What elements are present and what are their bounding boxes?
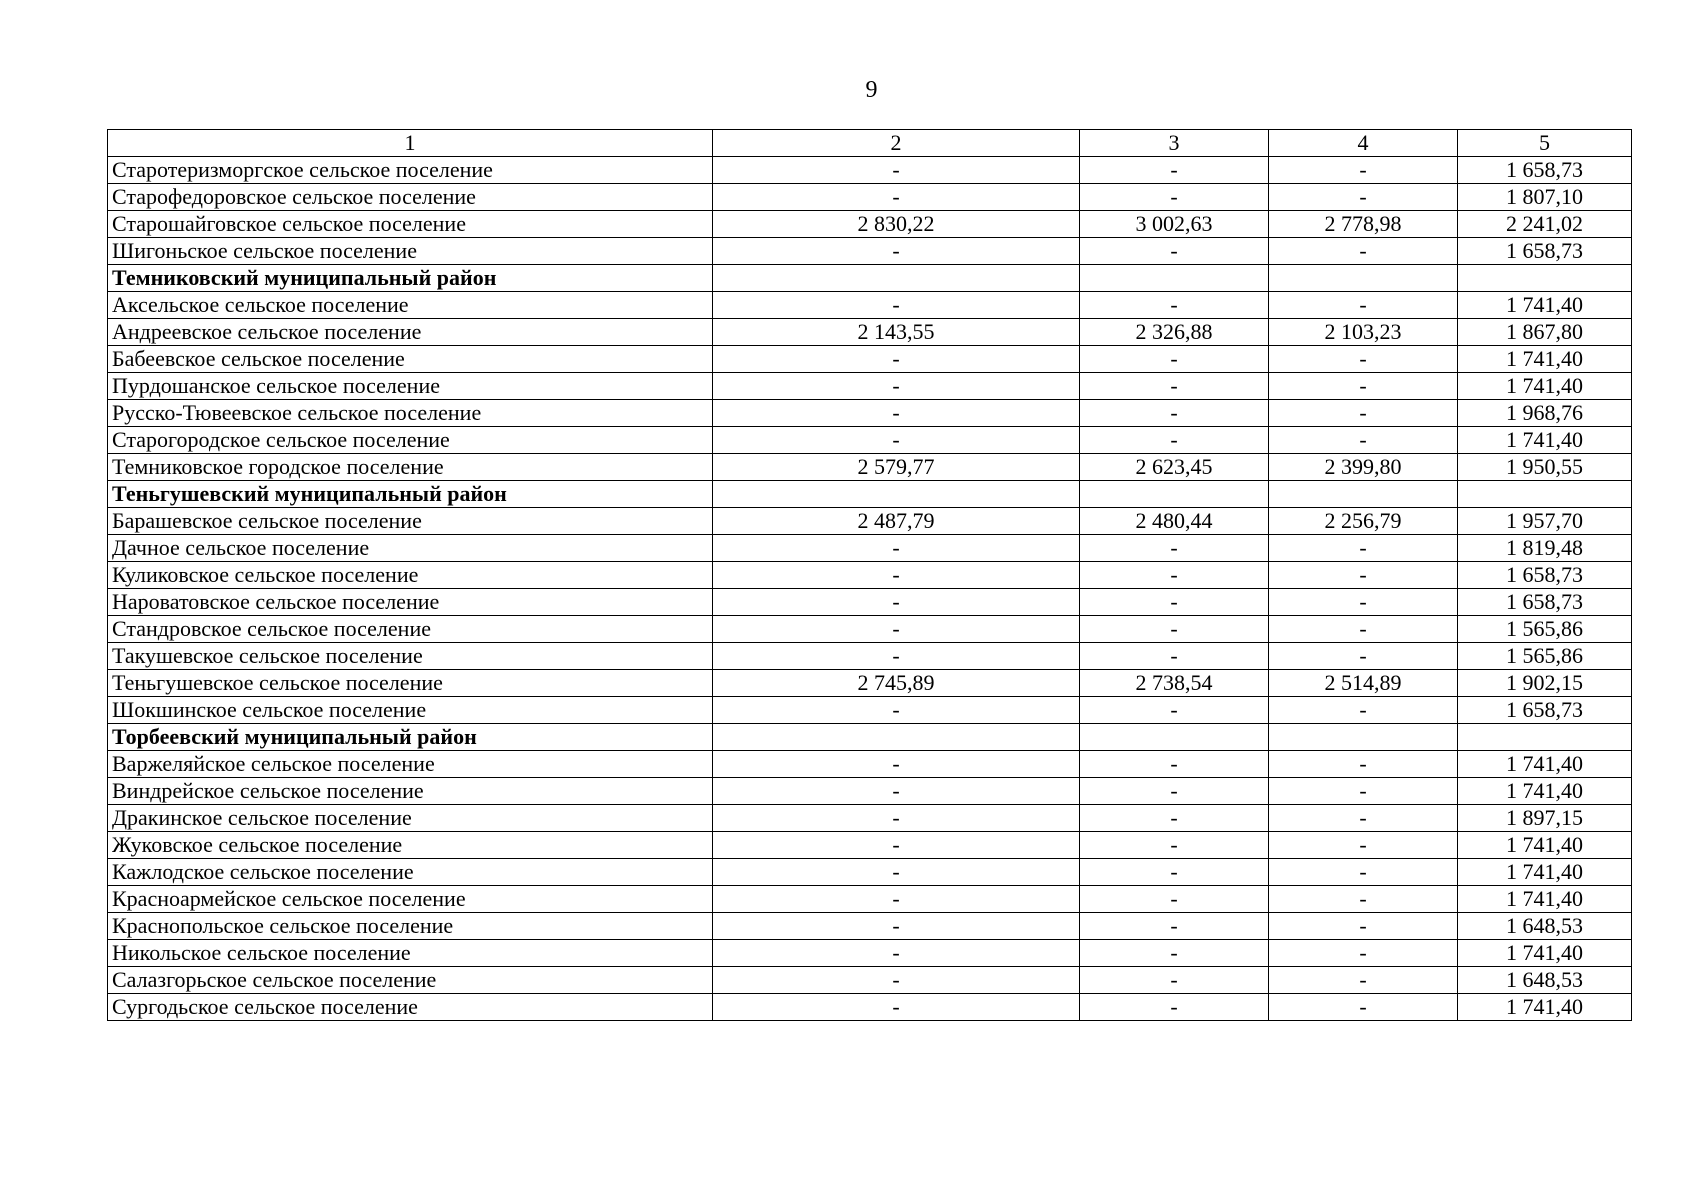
- settlement-name-cell: Сургодьское сельское поселение: [108, 994, 713, 1021]
- column-header: 2: [713, 130, 1080, 157]
- value-cell-col3: 2 738,54: [1080, 670, 1269, 697]
- value-cell-col5: 1 658,73: [1458, 157, 1632, 184]
- settlement-name-cell: Куликовское сельское поселение: [108, 562, 713, 589]
- value-cell-col3: -: [1080, 778, 1269, 805]
- settlement-name-cell: Нароватовское сельское поселение: [108, 589, 713, 616]
- settlement-name-cell: Старотеризморгское сельское поселение: [108, 157, 713, 184]
- settlement-name-cell: Жуковское сельское поселение: [108, 832, 713, 859]
- settlement-name-cell: Теньгушевский муниципальный район: [108, 481, 713, 508]
- value-cell-col5: 1 565,86: [1458, 616, 1632, 643]
- value-cell-col2: -: [713, 940, 1080, 967]
- value-cell-col4: [1269, 265, 1458, 292]
- value-cell-col2: -: [713, 778, 1080, 805]
- table-row: [108, 157, 1632, 184]
- settlement-name-cell: Бабеевское сельское поселение: [108, 346, 713, 373]
- value-cell-col2: -: [713, 184, 1080, 211]
- table-row: [108, 400, 1632, 427]
- table-row: [108, 751, 1632, 778]
- settlement-name-cell: Виндрейское сельское поселение: [108, 778, 713, 805]
- value-cell-col4: [1269, 481, 1458, 508]
- table-row: [108, 427, 1632, 454]
- column-header: 4: [1269, 130, 1458, 157]
- value-cell-col4: 2 256,79: [1269, 508, 1458, 535]
- value-cell-col2: -: [713, 427, 1080, 454]
- settlement-name-cell: Шигоньское сельское поселение: [108, 238, 713, 265]
- value-cell-col5: 1 807,10: [1458, 184, 1632, 211]
- table-row: [108, 778, 1632, 805]
- value-cell-col5: 1 741,40: [1458, 346, 1632, 373]
- value-cell-col3: -: [1080, 616, 1269, 643]
- value-cell-col2: 2 143,55: [713, 319, 1080, 346]
- settlement-name-cell: Дракинское сельское поселение: [108, 805, 713, 832]
- settlement-name-cell: Теньгушевское сельское поселение: [108, 670, 713, 697]
- table-header-row: [108, 130, 1632, 157]
- column-header: 3: [1080, 130, 1269, 157]
- value-cell-col5: 1 897,15: [1458, 805, 1632, 832]
- settlement-name-cell: Кажлодское сельское поселение: [108, 859, 713, 886]
- value-cell-col4: 2 778,98: [1269, 211, 1458, 238]
- value-cell-col3: -: [1080, 805, 1269, 832]
- settlement-name-cell: Барашевское сельское поселение: [108, 508, 713, 535]
- value-cell-col4: -: [1269, 157, 1458, 184]
- value-cell-col3: -: [1080, 589, 1269, 616]
- settlement-name-cell: Салазгорьское сельское поселение: [108, 967, 713, 994]
- value-cell-col3: 2 326,88: [1080, 319, 1269, 346]
- value-cell-col2: [713, 724, 1080, 751]
- value-cell-col5: 1 950,55: [1458, 454, 1632, 481]
- value-cell-col5: 1 741,40: [1458, 994, 1632, 1021]
- value-cell-col4: -: [1269, 751, 1458, 778]
- settlement-name-cell: Старофедоровское сельское поселение: [108, 184, 713, 211]
- value-cell-col4: 2 399,80: [1269, 454, 1458, 481]
- value-cell-col2: -: [713, 697, 1080, 724]
- value-cell-col2: 2 745,89: [713, 670, 1080, 697]
- value-cell-col4: -: [1269, 346, 1458, 373]
- value-cell-col5: 1 658,73: [1458, 238, 1632, 265]
- table-row: [108, 940, 1632, 967]
- table-row: [108, 805, 1632, 832]
- settlement-name-cell: Андреевское сельское поселение: [108, 319, 713, 346]
- page-number: 9: [865, 77, 878, 103]
- value-cell-col2: -: [713, 238, 1080, 265]
- table-row: [108, 562, 1632, 589]
- settlement-name-cell: Торбеевский муниципальный район: [108, 724, 713, 751]
- table-row: [108, 184, 1632, 211]
- column-header: 1: [108, 130, 713, 157]
- value-cell-col2: -: [713, 643, 1080, 670]
- settlement-name-cell: Старогородское сельское поселение: [108, 427, 713, 454]
- value-cell-col5: 1 968,76: [1458, 400, 1632, 427]
- value-cell-col4: -: [1269, 913, 1458, 940]
- value-cell-col4: 2 103,23: [1269, 319, 1458, 346]
- table-row: [108, 616, 1632, 643]
- value-cell-col3: -: [1080, 940, 1269, 967]
- value-cell-col5: 1 867,80: [1458, 319, 1632, 346]
- table-row: [108, 292, 1632, 319]
- value-cell-col4: -: [1269, 967, 1458, 994]
- value-cell-col3: 2 623,45: [1080, 454, 1269, 481]
- settlement-name-cell: Темниковский муниципальный район: [108, 265, 713, 292]
- table-row: [108, 643, 1632, 670]
- value-cell-col3: -: [1080, 157, 1269, 184]
- table-row: [108, 697, 1632, 724]
- value-cell-col4: -: [1269, 400, 1458, 427]
- value-cell-col5: 1 648,53: [1458, 913, 1632, 940]
- value-cell-col4: [1269, 724, 1458, 751]
- table-row: [108, 238, 1632, 265]
- value-cell-col2: -: [713, 562, 1080, 589]
- value-cell-col5: 1 741,40: [1458, 886, 1632, 913]
- value-cell-col3: -: [1080, 697, 1269, 724]
- value-cell-col3: -: [1080, 832, 1269, 859]
- table-row: [108, 859, 1632, 886]
- value-cell-col4: -: [1269, 994, 1458, 1021]
- value-cell-col4: -: [1269, 886, 1458, 913]
- settlement-name-cell: Дачное сельское поселение: [108, 535, 713, 562]
- value-cell-col4: -: [1269, 940, 1458, 967]
- value-cell-col4: -: [1269, 616, 1458, 643]
- value-cell-col4: -: [1269, 697, 1458, 724]
- settlement-name-cell: Такушевское сельское поселение: [108, 643, 713, 670]
- value-cell-col3: -: [1080, 994, 1269, 1021]
- value-cell-col3: 3 002,63: [1080, 211, 1269, 238]
- value-cell-col3: [1080, 724, 1269, 751]
- settlement-name-cell: Аксельское сельское поселение: [108, 292, 713, 319]
- value-cell-col2: -: [713, 913, 1080, 940]
- table-row: [108, 994, 1632, 1021]
- value-cell-col4: -: [1269, 805, 1458, 832]
- value-cell-col2: 2 487,79: [713, 508, 1080, 535]
- value-cell-col2: 2 830,22: [713, 211, 1080, 238]
- value-cell-col3: -: [1080, 967, 1269, 994]
- district-header-row: [108, 481, 1632, 508]
- value-cell-col5: 1 565,86: [1458, 643, 1632, 670]
- settlement-name-cell: Шокшинское сельское поселение: [108, 697, 713, 724]
- value-cell-col3: -: [1080, 292, 1269, 319]
- value-cell-col2: -: [713, 994, 1080, 1021]
- settlement-name-cell: Темниковское городское поселение: [108, 454, 713, 481]
- value-cell-col4: -: [1269, 292, 1458, 319]
- value-cell-col5: 1 902,15: [1458, 670, 1632, 697]
- value-cell-col5: 1 741,40: [1458, 373, 1632, 400]
- value-cell-col5: [1458, 265, 1632, 292]
- value-cell-col2: [713, 265, 1080, 292]
- district-header-row: [108, 724, 1632, 751]
- value-cell-col5: [1458, 481, 1632, 508]
- value-cell-col4: 2 514,89: [1269, 670, 1458, 697]
- value-cell-col3: -: [1080, 886, 1269, 913]
- value-cell-col4: -: [1269, 589, 1458, 616]
- column-header: 5: [1458, 130, 1632, 157]
- value-cell-col5: 1 741,40: [1458, 751, 1632, 778]
- table-row: [108, 319, 1632, 346]
- value-cell-col4: -: [1269, 643, 1458, 670]
- table-row: [108, 211, 1632, 238]
- value-cell-col3: -: [1080, 913, 1269, 940]
- table-row: [108, 913, 1632, 940]
- table-row: [108, 508, 1632, 535]
- value-cell-col2: -: [713, 859, 1080, 886]
- table-row: [108, 346, 1632, 373]
- value-cell-col3: -: [1080, 643, 1269, 670]
- settlements-table: [107, 129, 1632, 1021]
- settlement-name-cell: Стандровское сельское поселение: [108, 616, 713, 643]
- value-cell-col3: -: [1080, 346, 1269, 373]
- value-cell-col5: 1 741,40: [1458, 427, 1632, 454]
- value-cell-col4: -: [1269, 238, 1458, 265]
- value-cell-col3: -: [1080, 859, 1269, 886]
- value-cell-col3: -: [1080, 427, 1269, 454]
- value-cell-col3: -: [1080, 535, 1269, 562]
- value-cell-col2: -: [713, 373, 1080, 400]
- district-header-row: [108, 265, 1632, 292]
- table-row: [108, 670, 1632, 697]
- value-cell-col2: [713, 481, 1080, 508]
- value-cell-col5: 1 957,70: [1458, 508, 1632, 535]
- settlement-name-cell: Пурдошанское сельское поселение: [108, 373, 713, 400]
- value-cell-col4: -: [1269, 778, 1458, 805]
- settlement-name-cell: Красноармейское сельское поселение: [108, 886, 713, 913]
- value-cell-col4: -: [1269, 373, 1458, 400]
- table-row: [108, 589, 1632, 616]
- table-row: [108, 535, 1632, 562]
- value-cell-col3: -: [1080, 562, 1269, 589]
- table-row: [108, 832, 1632, 859]
- value-cell-col2: -: [713, 751, 1080, 778]
- value-cell-col2: -: [713, 346, 1080, 373]
- value-cell-col5: [1458, 724, 1632, 751]
- value-cell-col2: -: [713, 535, 1080, 562]
- settlement-name-cell: Никольское сельское поселение: [108, 940, 713, 967]
- settlement-name-cell: Краснопольское сельское поселение: [108, 913, 713, 940]
- settlement-name-cell: Варжеляйское сельское поселение: [108, 751, 713, 778]
- value-cell-col3: [1080, 265, 1269, 292]
- value-cell-col2: -: [713, 589, 1080, 616]
- value-cell-col4: -: [1269, 859, 1458, 886]
- value-cell-col5: 1 658,73: [1458, 562, 1632, 589]
- value-cell-col4: -: [1269, 535, 1458, 562]
- value-cell-col3: -: [1080, 400, 1269, 427]
- settlement-name-cell: Старошайговское сельское поселение: [108, 211, 713, 238]
- value-cell-col4: -: [1269, 832, 1458, 859]
- value-cell-col5: 2 241,02: [1458, 211, 1632, 238]
- value-cell-col2: -: [713, 886, 1080, 913]
- table-row: [108, 967, 1632, 994]
- value-cell-col3: [1080, 481, 1269, 508]
- value-cell-col3: -: [1080, 373, 1269, 400]
- value-cell-col3: -: [1080, 238, 1269, 265]
- value-cell-col5: 1 658,73: [1458, 589, 1632, 616]
- value-cell-col5: 1 741,40: [1458, 859, 1632, 886]
- value-cell-col2: -: [713, 967, 1080, 994]
- value-cell-col5: 1 741,40: [1458, 832, 1632, 859]
- value-cell-col2: -: [713, 157, 1080, 184]
- settlement-name-cell: Русско-Тювеевское сельское поселение: [108, 400, 713, 427]
- table-row: [108, 886, 1632, 913]
- table-row: [108, 454, 1632, 481]
- value-cell-col2: 2 579,77: [713, 454, 1080, 481]
- value-cell-col5: 1 741,40: [1458, 778, 1632, 805]
- value-cell-col5: 1 741,40: [1458, 292, 1632, 319]
- table-row: [108, 373, 1632, 400]
- value-cell-col2: -: [713, 292, 1080, 319]
- value-cell-col2: -: [713, 832, 1080, 859]
- value-cell-col3: -: [1080, 184, 1269, 211]
- value-cell-col3: -: [1080, 751, 1269, 778]
- value-cell-col5: 1 819,48: [1458, 535, 1632, 562]
- value-cell-col2: -: [713, 805, 1080, 832]
- value-cell-col2: -: [713, 400, 1080, 427]
- value-cell-col2: -: [713, 616, 1080, 643]
- value-cell-col5: 1 658,73: [1458, 697, 1632, 724]
- value-cell-col3: 2 480,44: [1080, 508, 1269, 535]
- value-cell-col4: -: [1269, 184, 1458, 211]
- value-cell-col5: 1 648,53: [1458, 967, 1632, 994]
- value-cell-col4: -: [1269, 427, 1458, 454]
- value-cell-col5: 1 741,40: [1458, 940, 1632, 967]
- value-cell-col4: -: [1269, 562, 1458, 589]
